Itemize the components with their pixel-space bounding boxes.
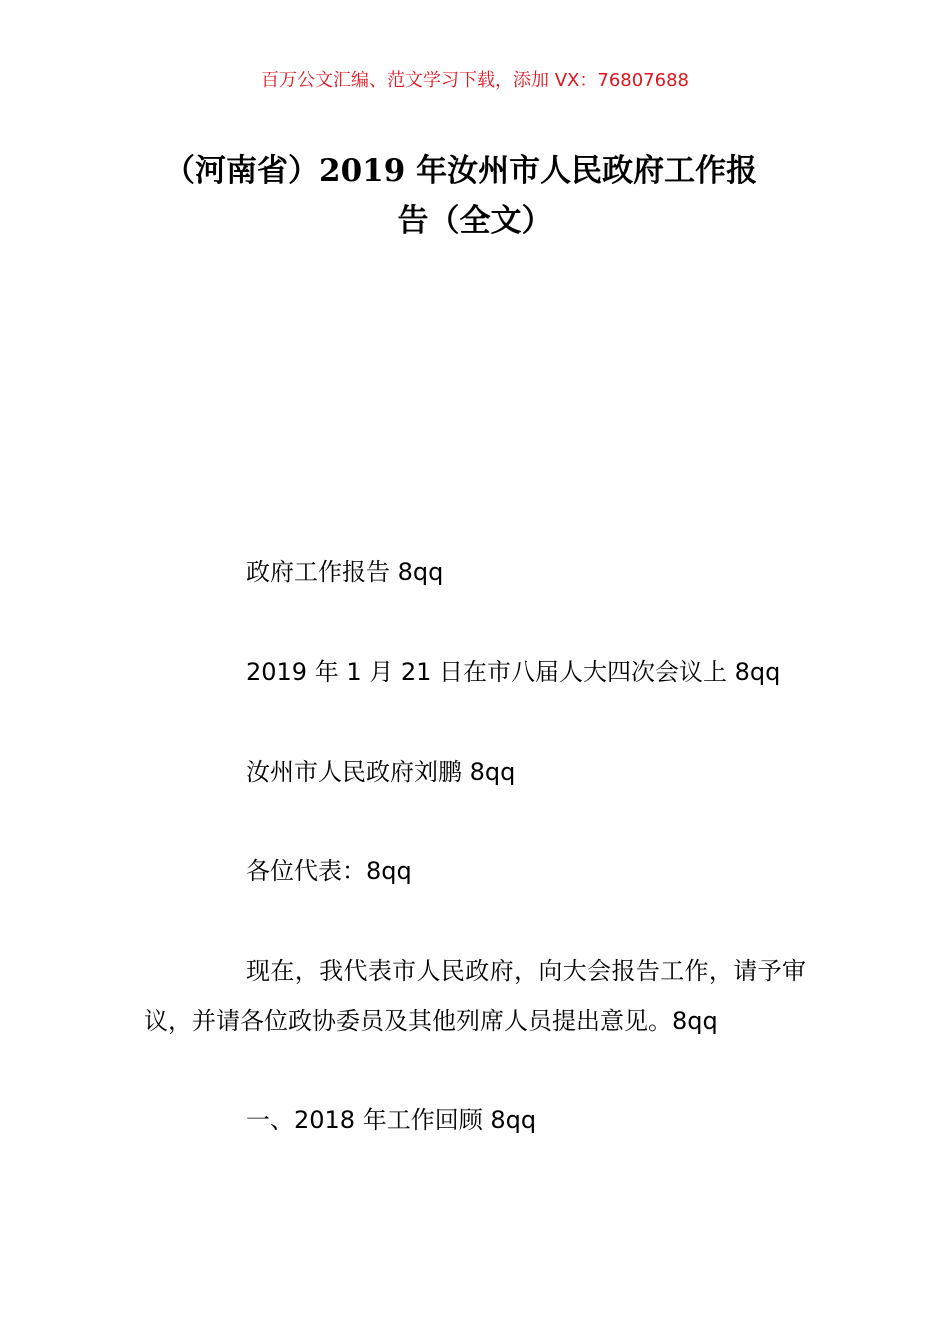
title-line-1: （河南省）2019 年汝州市人民政府工作报 (164, 153, 758, 189)
paragraph-report-heading: 政府工作报告 8qq (246, 558, 444, 586)
paragraph-date-meeting: 2019 年 1 月 21 日在市八届人大四次会议上 8qq (246, 658, 781, 686)
section-heading-review: 一、2018 年工作回顾 8qq (246, 1106, 537, 1134)
paragraph-author: 汝州市人民政府刘鹏 8qq (246, 758, 516, 786)
document-title (140, 146, 810, 246)
title-line-2: 告（全文） (397, 203, 553, 239)
paragraph-salutation: 各位代表：8qq (246, 857, 412, 885)
paragraph-opening: 现在，我代表市人民政府，向大会报告工作，请予审议，并请各位政协委员及其他列席人员提出意见。8qq (144, 957, 806, 1035)
header-watermark-note: 百万公文汇编、范文学习下载，添加 VX：76807688 (261, 70, 689, 91)
